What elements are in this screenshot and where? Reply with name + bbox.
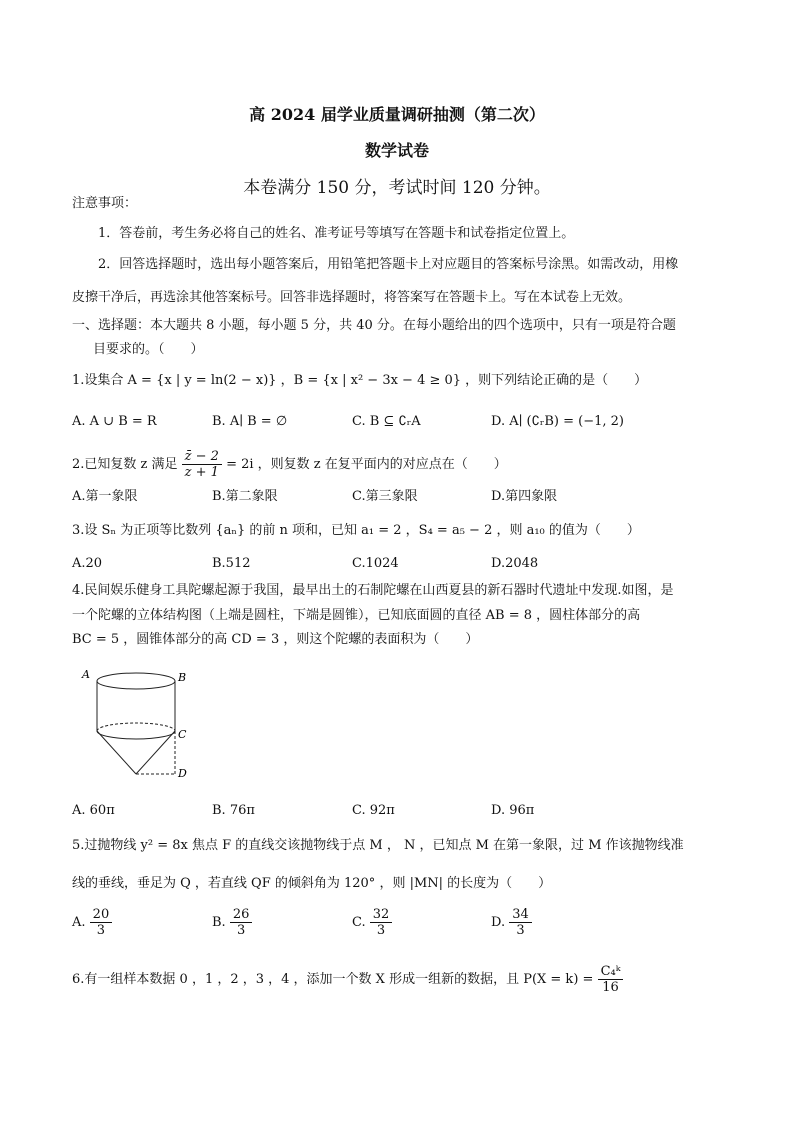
- exam-title: 高 2024 届学业质量调研抽测（第二次）: [249, 105, 545, 124]
- question-1-stem: 1.设集合 A = {x | y = ln(2 − x)} ，B = {x | x² − 3x − 4 ≥ 0} ，则下列结论正确的是（ ）: [72, 373, 648, 388]
- notes-item-2-line-2: 皮擦干净后，再选涂其他答案标号。回答非选择题时，将答案写在答题卡上。写在本试卷上无效。: [72, 290, 632, 305]
- option-fraction: [90, 907, 113, 938]
- question-5-line-1: 5.过抛物线 y² = 8x 焦点 F 的直线交该抛物线于点 M ， N ，已知点 M 在第一象限，过 M 作该抛物线准: [72, 838, 684, 853]
- option-fraction-denominator: 3: [516, 923, 525, 938]
- exam-subject: 数学试卷: [364, 141, 429, 160]
- question-6-fraction-numerator: C₄ᵏ: [598, 964, 624, 980]
- option-fraction-numerator: 34: [509, 907, 532, 923]
- option-fraction: [370, 907, 393, 938]
- question-2-fraction-denominator: z + 1: [184, 465, 219, 480]
- option-fraction: [509, 907, 532, 938]
- question-5-option-c: [352, 907, 392, 938]
- question-2-option-a: A.第一象限: [72, 489, 138, 504]
- cylinder-bottom-hidden-arc: [97, 723, 175, 731]
- option-fraction-denominator: 3: [236, 923, 246, 938]
- question-3-stem: 3.设 Sₙ 为正项等比数列 {aₙ} 的前 n 项和，已知 a₁ = 2 ，S₄ = a₅ − 2 ，则 a₁₀ 的值为（ ）: [72, 523, 640, 538]
- question-3-option-d: D.2048: [491, 556, 539, 571]
- question-2-option-d: D.第四象限: [491, 489, 558, 504]
- option-fraction-denominator: 3: [376, 923, 386, 938]
- question-4-line-1: 4.民间娱乐健身工具陀螺起源于我国，最早出土的石制陀螺在山西夏县的新石器时代遗址中发现.如图，是: [72, 583, 674, 598]
- question-5-option-b: [212, 907, 252, 938]
- question-4-option-a: A. 60π: [72, 803, 115, 818]
- question-2-fraction: [182, 449, 222, 480]
- question-2-fraction-numerator: z̄ − 2: [182, 449, 222, 465]
- question-2-option-c: C.第三象限: [352, 489, 418, 504]
- question-6-prefix: 6.有一组样本数据 0 ，1 ，2 ，3 ，4 ，添加一个数 X 形成一组新的数据，且 P(X = k) =: [72, 972, 594, 987]
- section-1-line-2: 目要求的。（ ）: [93, 342, 204, 357]
- question-1-option-d: D. A∣ (∁ᵣB) = (−1, 2): [491, 414, 625, 429]
- question-4-option-c: C. 92π: [352, 803, 395, 818]
- question-4-option-b: B. 76π: [212, 803, 255, 818]
- question-4-line-2: 一个陀螺的立体结构图（上端是圆柱，下端是圆锥），已知底面圆的直径 AB = 8 ，圆柱体部分的高: [72, 608, 641, 623]
- option-fraction-numerator: 26: [230, 907, 253, 923]
- figure-label-d: D: [178, 767, 187, 780]
- option-label: B.: [212, 915, 226, 930]
- question-2-suffix: = 2i ，则复数 z 在复平面内的对应点在（ ）: [226, 457, 507, 472]
- figure-label-a: A: [82, 668, 90, 681]
- question-6-fraction: [598, 964, 624, 995]
- option-label: C.: [352, 915, 366, 930]
- question-2-stem: [72, 446, 507, 484]
- question-4-option-d: D. 96π: [491, 803, 535, 818]
- option-fraction-numerator: 20: [90, 907, 113, 923]
- notes-item-2-line-1: 2．回答选择题时，选出每小题答案后，用铅笔把答题卡上对应题目的答案标号涂黑。如需改动，用橡: [98, 257, 679, 272]
- question-2-prefix: 2.已知复数 z 满足: [72, 457, 178, 472]
- option-fraction: [230, 907, 253, 938]
- question-6-stem: [72, 960, 623, 1000]
- notes-item-1: 1．答卷前，考生务必将自己的姓名、准考证号等填写在答题卡和试卷指定位置上。: [98, 226, 575, 241]
- option-label: A.: [72, 915, 86, 930]
- figure-label-c: C: [178, 728, 187, 741]
- figure-label-b: B: [178, 671, 187, 684]
- question-1-option-a: A. A ∪ B = R: [72, 414, 157, 429]
- section-1-line-1: 一、选择题：本大题共 8 小题，每小题 5 分，共 40 分。在每小题给出的四个选项中，只有一项是符合题: [72, 318, 676, 333]
- question-3-option-c: C.1024: [352, 556, 399, 571]
- question-4-line-3: BC = 5 ，圆锥体部分的高 CD = 3 ，则这个陀螺的表面积为（ ）: [72, 632, 479, 647]
- cylinder-bottom-front-arc: [97, 731, 175, 739]
- question-3-option-b: B.512: [212, 556, 251, 571]
- option-fraction-numerator: 32: [370, 907, 393, 923]
- question-3-option-a: A.20: [72, 556, 103, 571]
- question-1-option-c: C. B ⊆ ∁ᵣA: [352, 414, 421, 429]
- option-fraction-denominator: 3: [96, 923, 106, 938]
- cylinder-top-ellipse: [97, 673, 175, 689]
- question-2-option-b: B.第二象限: [212, 489, 278, 504]
- question-1-option-b: B. A∣ B = ∅: [212, 414, 288, 429]
- question-6-fraction-denominator: 16: [602, 980, 619, 995]
- option-label: D.: [491, 915, 506, 930]
- exam-info: 本卷满分 150 分，考试时间 120 分钟。: [243, 178, 551, 198]
- spinning-top-figure: [78, 664, 198, 784]
- question-5-line-2: 线的垂线，垂足为 Q ，若直线 QF 的倾斜角为 120° ，则 |MN| 的长度为（ ）: [72, 876, 552, 891]
- question-5-option-a: [72, 907, 112, 938]
- question-5-option-d: [491, 907, 532, 938]
- notes-heading: 注意事项：: [72, 196, 138, 211]
